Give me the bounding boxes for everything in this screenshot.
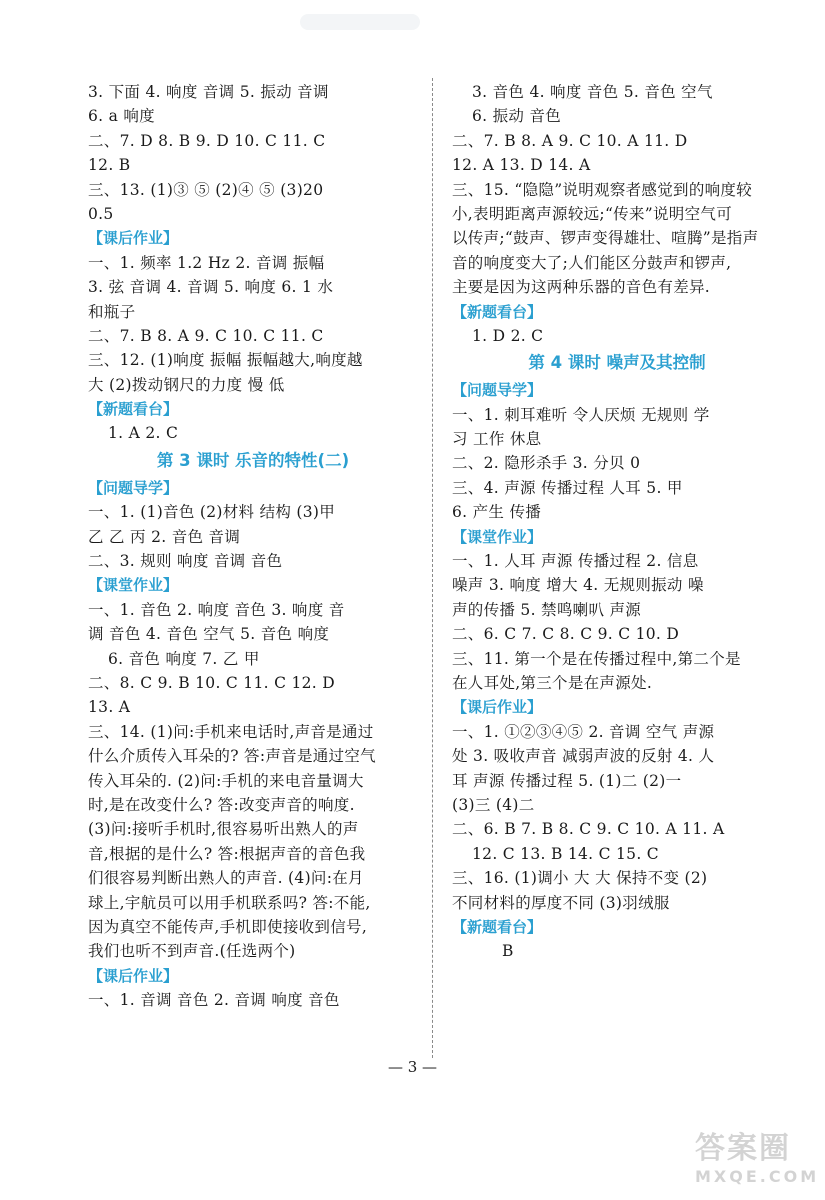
answer-line: 13. A <box>88 698 131 717</box>
answer-line: 因为真空不能传声,手机即使接收到信号, <box>88 917 368 936</box>
answer-line: 二、8. C 9. B 10. C 11. C 12. D <box>88 673 335 692</box>
answer-line: 一、1. (1)音色 (2)材料 结构 (3)甲 <box>88 503 336 522</box>
answer-line: 6. 振动 音色 <box>472 107 562 126</box>
answer-line: 声的传播 5. 禁鸣喇叭 声源 <box>452 600 642 619</box>
answer-line: 处 3. 吸收声音 减弱声波的反射 4. 人 <box>452 747 715 766</box>
answer-line: 二、3. 规则 响度 音调 音色 <box>88 552 283 571</box>
answer-line: 我们也听不到声音.(任选两个) <box>88 942 296 961</box>
section-heading: 【课后作业】 <box>88 229 179 248</box>
answer-line: 小,表明距离声源较远;“传来”说明空气可 <box>452 204 732 223</box>
answer-line: 主要是因为这两种乐器的音色有差异. <box>452 278 711 297</box>
answer-line: 1. A 2. C <box>108 424 179 443</box>
watermark-logo <box>695 1130 820 1192</box>
answer-line: 在人耳处,第三个是在声源处. <box>452 673 653 692</box>
answer-line: 调 音色 4. 音色 空气 5. 音色 响度 <box>88 625 330 644</box>
answer-line: 一、1. ①②③④⑤ 2. 音调 空气 声源 <box>452 722 715 741</box>
answer-line: 三、11. 第一个是在传播过程中,第二个是 <box>452 649 741 668</box>
answer-line: 三、14. (1)问:手机来电话时,声音是通过 <box>88 722 374 741</box>
section-heading: 【问题导学】 <box>452 381 543 400</box>
answer-line: 三、15. “隐隐”说明观察者感觉到的响度较 <box>452 180 753 199</box>
answer-line: 传入耳朵的. (2)问:手机的来电音量调大 <box>88 771 364 790</box>
section-heading: 【课堂作业】 <box>452 527 543 546</box>
answer-line: 12. B <box>88 156 131 175</box>
answer-line: 二、7. B 8. A 9. C 10. C 11. C <box>88 326 324 345</box>
answer-line: 什么介质传入耳朵的? 答:声音是通过空气 <box>88 747 376 766</box>
page-number: — 3 — <box>387 1058 438 1076</box>
watermark-title: 答案圈 <box>695 1131 791 1166</box>
answer-line: 12. C 13. B 14. C 15. C <box>472 844 659 863</box>
answer-line: (3)问:接听手机时,很容易听出熟人的声 <box>88 820 359 839</box>
section-heading: 【新题看台】 <box>452 302 543 321</box>
answer-line: (3)三 (4)二 <box>452 795 535 814</box>
answer-line: 噪声 3. 响度 增大 4. 无规则振动 噪 <box>452 576 704 595</box>
answer-line: 1. D 2. C <box>472 326 544 345</box>
answer-line: 三、16. (1)调小 大 大 保持不变 (2) <box>452 869 708 888</box>
section-heading: 【新题看台】 <box>88 400 179 419</box>
watermark-url: MXQE.COM <box>695 1167 820 1186</box>
answer-line: 一、1. 音调 音色 2. 音调 响度 音色 <box>88 991 340 1010</box>
answer-line: 6. 音色 响度 7. 乙 甲 <box>108 649 260 668</box>
answer-line: 6. a 响度 <box>88 107 155 126</box>
left-column <box>88 80 418 1012</box>
answer-line: 和瓶子 <box>88 302 136 321</box>
section-heading: 【新题看台】 <box>452 917 543 936</box>
answer-line: 一、1. 音色 2. 响度 音色 3. 响度 音 <box>88 600 345 619</box>
lesson-title: 第 4 课时 噪声及其控制 <box>528 353 706 373</box>
answer-line: 以传声;“鼓声、锣声变得雄壮、喧腾”是指声 <box>452 229 759 248</box>
answer-line: 6. 产生 传播 <box>452 503 542 522</box>
answer-line: 球上,宇航员可以用手机联系吗? 答:不能, <box>88 893 371 912</box>
answer-line: 三、4. 声源 传播过程 人耳 5. 甲 <box>452 478 683 497</box>
answer-line: 大 (2)拨动钢尺的力度 慢 低 <box>88 375 285 394</box>
answer-line: 不同材料的厚度不同 (3)羽绒服 <box>452 893 670 912</box>
answer-line: 12. A 13. D 14. A <box>452 156 591 175</box>
answer-line: 3. 弦 音调 4. 音调 5. 响度 6. 1 水 <box>88 278 334 297</box>
answer-line: 们很容易判断出熟人的声音. (4)问:在月 <box>88 869 364 888</box>
section-heading: 【课堂作业】 <box>88 576 179 595</box>
answer-line: 一、1. 频率 1.2 Hz 2. 音调 振幅 <box>88 253 325 272</box>
answer-line: 二、7. B 8. A 9. C 10. A 11. D <box>452 131 688 150</box>
column-divider <box>432 78 433 1058</box>
answer-line: 时,是在改变什么? 答:改变声音的响度. <box>88 795 355 814</box>
answer-line: 二、7. D 8. B 9. D 10. C 11. C <box>88 131 326 150</box>
section-heading: 【课后作业】 <box>452 698 543 717</box>
scan-smudge <box>300 14 420 30</box>
answer-line: 3. 下面 4. 响度 音调 5. 振动 音调 <box>88 83 329 101</box>
answer-line: 乙 乙 丙 2. 音色 音调 <box>88 527 241 546</box>
answer-line: 习 工作 休息 <box>452 430 542 449</box>
answer-line: B <box>502 942 514 961</box>
answer-line: 一、1. 人耳 声源 传播过程 2. 信息 <box>452 552 699 571</box>
right-column <box>452 80 782 964</box>
answer-line: 二、6. C 7. C 8. C 9. C 10. D <box>452 625 680 644</box>
section-heading: 【课后作业】 <box>88 966 179 985</box>
answer-line: 三、12. (1)响度 振幅 振幅越大,响度越 <box>88 351 363 370</box>
answer-line: 音,根据的是什么? 答:根据声音的音色我 <box>88 844 366 863</box>
answer-line: 一、1. 刺耳难听 令人厌烦 无规则 学 <box>452 405 710 424</box>
answer-line: 二、6. B 7. B 8. C 9. C 10. A 11. A <box>452 820 725 839</box>
section-heading: 【问题导学】 <box>88 478 179 497</box>
answer-line: 耳 声源 传播过程 5. (1)二 (2)一 <box>452 771 682 790</box>
answer-line: 二、2. 隐形杀手 3. 分贝 0 <box>452 454 641 473</box>
lesson-title: 第 3 课时 乐音的特性(二) <box>156 450 350 470</box>
answer-line: 三、13. (1)③ ⑤ (2)④ ⑤ (3)20 <box>88 180 324 199</box>
answer-line: 3. 音色 4. 响度 音色 5. 音色 空气 <box>472 83 713 101</box>
answer-line: 0.5 <box>88 204 114 223</box>
answer-line: 音的响度变大了;人们能区分鼓声和锣声, <box>452 253 732 272</box>
